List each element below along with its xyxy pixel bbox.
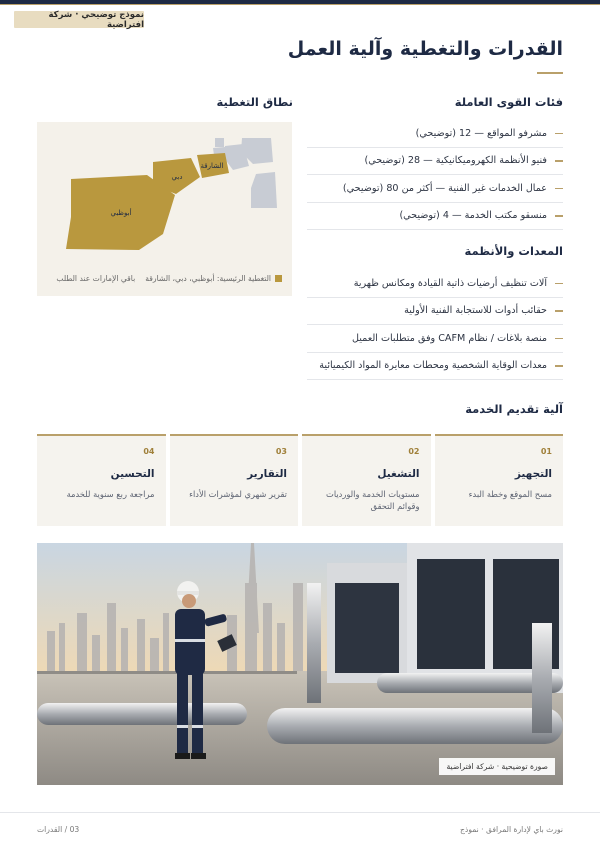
map-label-dubai: دبي <box>171 173 183 181</box>
step-number: 02 <box>408 447 420 456</box>
workforce-heading: فئات القوى العاملة <box>454 95 563 109</box>
title-underline <box>537 72 563 74</box>
list-item: فنيو الأنظمة الكهروميكانيكية — 28 (توضيحي) <box>307 148 563 176</box>
step-title: التحسين <box>110 468 155 480</box>
step-desc: مسح الموقع وخطة البدء <box>468 489 552 499</box>
map-label-abudhabi: أبوظبي <box>110 209 132 217</box>
footer-company: نورث باي لإدارة المرافق · نموذج <box>460 825 563 834</box>
page-title: القدرات والتغطية وآلية العمل <box>287 38 563 60</box>
sample-badge: نموذج توضيحي · شركة افتراضية <box>14 11 144 28</box>
map-label-sharjah: الشارقة <box>200 162 224 170</box>
service-step <box>302 434 431 526</box>
photo-caption: صورة توضيحية · شركة افتراضية <box>439 758 555 775</box>
service-steps <box>37 434 563 526</box>
list-item: حقائب أدوات للاستجابة الفنية الأولية <box>307 298 563 326</box>
step-desc: مستويات الخدمة والورديات وقوائم التحقق <box>326 489 420 512</box>
list-item: منسقو مكتب الخدمة — 4 (توضيحي) <box>307 203 563 231</box>
footer-rule <box>0 812 600 813</box>
legend-main-text: التغطية الرئيسية: أبوظبي، دبي، الشارقة <box>145 274 271 283</box>
coverage-map <box>37 122 292 296</box>
uae-map-graphic <box>37 122 292 296</box>
dash-marker <box>555 365 563 367</box>
rooftop-photo <box>37 543 563 785</box>
list-item: معدات الوقاية الشخصية ومحطات معايرة المواد الكيميائية <box>307 353 563 381</box>
map-legend <box>56 274 282 283</box>
step-title: التشغيل <box>377 468 420 480</box>
step-number: 04 <box>143 447 155 456</box>
workforce-list <box>307 120 563 230</box>
dash-marker <box>555 338 563 340</box>
step-title: التجهيز <box>514 468 552 480</box>
list-item: عمال الخدمات غير الفنية — أكثر من 80 (توضيحي) <box>307 175 563 203</box>
coverage-heading: نطاق التغطية <box>216 95 293 109</box>
equipment-list <box>307 270 563 380</box>
map-region-grey <box>215 138 224 147</box>
footer-page: 03 / القدرات <box>37 825 80 834</box>
dash-marker <box>555 160 563 162</box>
legend-swatch <box>275 275 282 282</box>
service-heading: آلية تقديم الخدمة <box>465 402 563 416</box>
legend-rest-text: باقي الإمارات عند الطلب <box>56 274 136 283</box>
dash-marker <box>555 188 563 190</box>
step-number: 01 <box>540 447 552 456</box>
legend-main <box>145 274 282 283</box>
rooftop-illustration <box>37 543 563 785</box>
step-title: التقارير <box>247 468 287 480</box>
step-desc: تقرير شهري لمؤشرات الأداء <box>189 489 287 499</box>
step-number: 03 <box>275 447 287 456</box>
dash-marker <box>555 310 563 312</box>
list-item: منصة بلاغات / نظام CAFM وفق متطلبات العميل <box>307 325 563 353</box>
service-step <box>435 434 564 526</box>
step-desc: مراجعة ربع سنوية للخدمة <box>66 489 155 499</box>
dash-marker <box>555 133 563 135</box>
service-step <box>37 434 166 526</box>
dash-marker <box>555 215 563 217</box>
equipment-heading: المعدات والأنظمة <box>464 244 563 258</box>
service-step <box>170 434 299 526</box>
top-rule-accent <box>0 4 600 5</box>
list-item: مشرفو المواقع — 12 (توضيحي) <box>307 120 563 148</box>
map-region-grey <box>251 172 277 208</box>
dash-marker <box>555 283 563 285</box>
list-item: آلات تنظيف أرضيات ذاتية القيادة ومكانس ظهرية <box>307 270 563 298</box>
